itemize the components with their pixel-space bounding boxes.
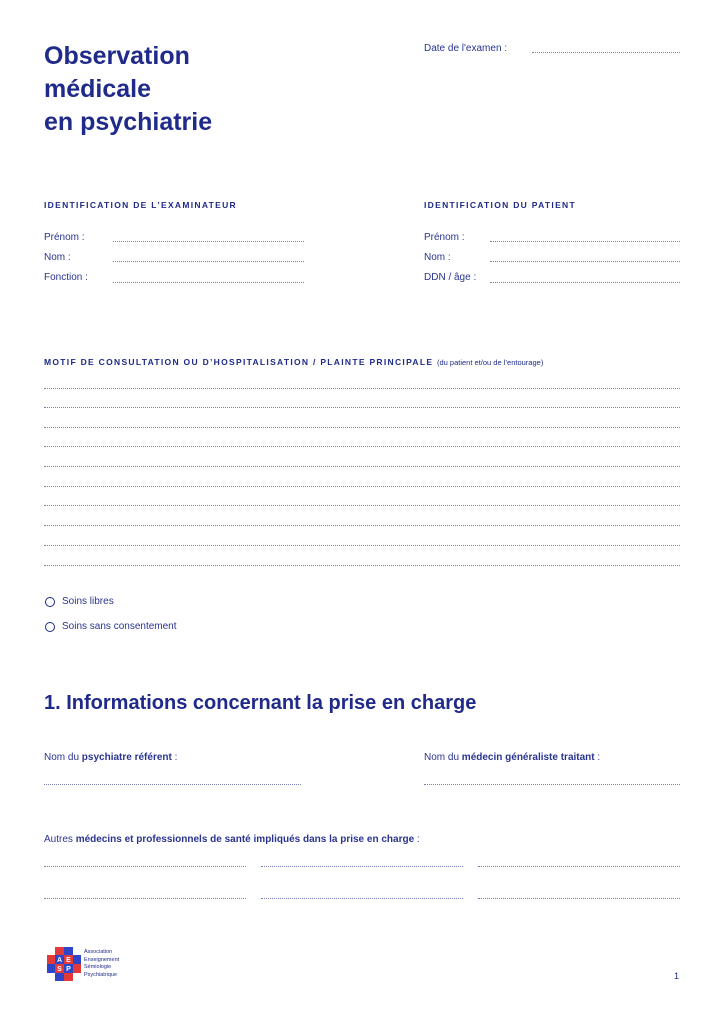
gp-label-bold: médecin généraliste traitant xyxy=(461,752,595,763)
psychiatrist-label xyxy=(44,752,177,763)
logo-line-3: Sémiologie xyxy=(84,964,112,970)
motif-line[interactable] xyxy=(44,505,680,506)
logo-letter-e: E xyxy=(66,957,71,964)
soins-libres-label: Soins libres xyxy=(62,596,114,607)
other-professional-field[interactable] xyxy=(261,866,463,867)
motif-line[interactable] xyxy=(44,407,680,408)
gp-label-prefix: Nom du xyxy=(424,752,462,763)
page-title xyxy=(44,40,212,139)
patient-dob-label: DDN / âge : xyxy=(424,272,477,283)
examiner-heading: IDENTIFICATION DE L’EXAMINATEUR xyxy=(44,200,237,210)
gp-label-suffix: : xyxy=(594,752,601,763)
logo-letter-s: S xyxy=(57,966,62,973)
aesp-logo-graphic xyxy=(47,947,81,981)
logo-text xyxy=(84,949,119,979)
soins-sans-consentement-radio[interactable] xyxy=(45,622,55,632)
other-professional-field[interactable] xyxy=(478,898,680,899)
patient-firstname-label: Prénom : xyxy=(424,232,465,243)
examiner-firstname-label: Prénom : xyxy=(44,232,85,243)
exam-date-label: Date de l'examen : xyxy=(424,43,508,54)
other-professional-field[interactable] xyxy=(44,898,246,899)
exam-date-field[interactable] xyxy=(532,52,680,53)
title-line-2: médicale xyxy=(44,75,152,103)
psychiatrist-label-prefix: Nom du xyxy=(44,752,82,763)
gp-field[interactable] xyxy=(424,784,680,785)
logo-letter-a: A xyxy=(56,957,63,964)
psychiatrist-label-bold: psychiatre référent xyxy=(81,752,172,763)
title-line-3: en psychiatrie xyxy=(44,108,213,136)
logo-letter-p: P xyxy=(66,966,71,973)
motif-heading-text: MOTIF DE CONSULTATION OU D’HOSPITALISATION / PLAINTE PRINCIPALE xyxy=(44,357,434,367)
motif-note: (du patient et/ou de l’entourage) xyxy=(436,358,544,367)
logo-line-4: Psychiatrique xyxy=(84,971,118,978)
motif-line[interactable] xyxy=(44,525,680,526)
psychiatrist-label-suffix: : xyxy=(171,752,178,763)
examiner-function-field[interactable] xyxy=(113,282,304,283)
patient-firstname-field[interactable] xyxy=(490,241,680,242)
others-label-prefix: Autres xyxy=(44,834,76,845)
motif-line[interactable] xyxy=(44,565,680,566)
others-label-suffix: : xyxy=(414,834,420,845)
examiner-firstname-field[interactable] xyxy=(113,241,304,242)
examiner-name-field[interactable] xyxy=(113,261,304,262)
motif-heading xyxy=(44,357,543,367)
motif-line[interactable] xyxy=(44,427,680,428)
patient-dob-field[interactable] xyxy=(490,282,680,283)
other-professionals-label xyxy=(44,834,420,845)
motif-line[interactable] xyxy=(44,388,680,389)
others-label-bold: médecins et professionnels de santé impliqués dans la prise en charge xyxy=(75,834,415,845)
aesp-logo xyxy=(47,947,81,981)
soins-sans-consentement-label: Soins sans consentement xyxy=(62,621,177,632)
other-professional-field[interactable] xyxy=(261,898,463,899)
motif-line[interactable] xyxy=(44,545,680,546)
psychiatrist-field[interactable] xyxy=(44,784,301,785)
soins-libres-radio[interactable] xyxy=(45,597,55,607)
patient-name-label: Nom : xyxy=(424,252,451,263)
examiner-name-label: Nom : xyxy=(44,252,71,263)
motif-line[interactable] xyxy=(44,446,680,447)
other-professional-field[interactable] xyxy=(478,866,680,867)
page-number: 1 xyxy=(674,971,680,981)
patient-heading: IDENTIFICATION DU PATIENT xyxy=(424,200,576,210)
motif-line[interactable] xyxy=(44,466,680,467)
logo-line-2: Enseignement xyxy=(84,956,120,963)
logo-line-1: Association xyxy=(84,949,113,955)
gp-label xyxy=(424,752,600,763)
section-1-title: 1. Informations concernant la prise en charge xyxy=(44,692,477,714)
other-professional-field[interactable] xyxy=(44,866,246,867)
patient-name-field[interactable] xyxy=(490,261,680,262)
motif-line[interactable] xyxy=(44,486,680,487)
title-line-1: Observation xyxy=(44,42,190,70)
examiner-function-label: Fonction : xyxy=(44,272,88,283)
